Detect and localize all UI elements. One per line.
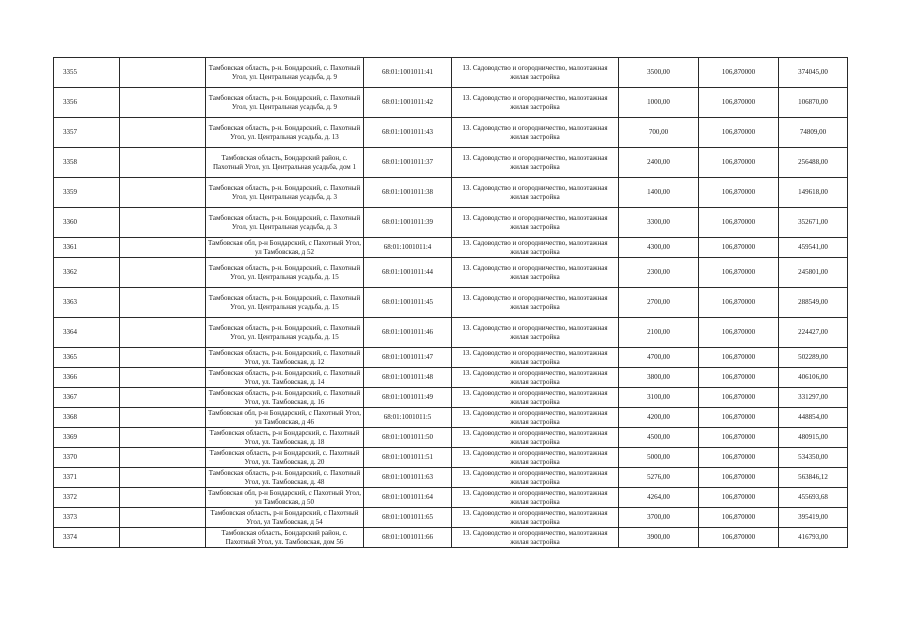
address-cell: Тамбовская область, р-н. Бондарский, с. Пахотный Угол, ул. Центральная усадьба, д. 3 bbox=[206, 208, 364, 238]
cadastral-number-cell: 68:01:1001011:42 bbox=[364, 88, 452, 118]
specific-value-cell: 106,870000 bbox=[699, 288, 779, 318]
cadastral-number-cell: 68:01:1001011:45 bbox=[364, 288, 452, 318]
cadastral-value-cell: 502289,00 bbox=[779, 348, 848, 368]
row-number-cell: 3358 bbox=[54, 148, 120, 178]
empty-cell bbox=[120, 148, 206, 178]
address-cell: Тамбовская область, р-н. Бондарский, с. Пахотный Угол, ул. Тамбовская, д. 16 bbox=[206, 388, 364, 408]
empty-cell bbox=[120, 258, 206, 288]
table-row bbox=[54, 288, 848, 318]
empty-cell bbox=[120, 528, 206, 548]
empty-cell bbox=[120, 318, 206, 348]
specific-value-cell: 106,870000 bbox=[699, 88, 779, 118]
row-number-cell: 3363 bbox=[54, 288, 120, 318]
address-cell: Тамбовская область, р-н. Бондарский, с. Пахотный Угол, ул. Центральная усадьба, д. 13 bbox=[206, 118, 364, 148]
address-cell: Тамбовская область, р-н. Бондарский, с. Пахотный Угол, ул. Центральная усадьба, д. 15 bbox=[206, 288, 364, 318]
specific-value-cell: 106,870000 bbox=[699, 388, 779, 408]
table-row bbox=[54, 368, 848, 388]
address-cell: Тамбовская область, Бондарский район, с. Пахотный Угол, ул. Центральная усадьба, дом 1 bbox=[206, 148, 364, 178]
address-cell: Тамбовская область, р-н Бондарский, с. Пахотный Угол, ул. Тамбовская, д. 20 bbox=[206, 448, 364, 468]
table-row bbox=[54, 88, 848, 118]
land-use-cell: 13. Садоводство и огородничество, малоэтажная жилая застройка bbox=[452, 468, 619, 488]
table-row bbox=[54, 148, 848, 178]
empty-cell bbox=[120, 118, 206, 148]
land-use-cell: 13. Садоводство и огородничество, малоэтажная жилая застройка bbox=[452, 118, 619, 148]
row-number-cell: 3373 bbox=[54, 508, 120, 528]
area-cell: 2300,00 bbox=[619, 258, 699, 288]
cadastral-value-cell: 106870,00 bbox=[779, 88, 848, 118]
land-use-cell: 13. Садоводство и огородничество, малоэтажная жилая застройка bbox=[452, 428, 619, 448]
cadastral-value-cell: 534350,00 bbox=[779, 448, 848, 468]
table-row bbox=[54, 388, 848, 408]
specific-value-cell: 106,870000 bbox=[699, 348, 779, 368]
empty-cell bbox=[120, 58, 206, 88]
cadastral-value-cell: 256488,00 bbox=[779, 148, 848, 178]
cadastral-value-cell: 331297,00 bbox=[779, 388, 848, 408]
cadastral-value-cell: 406106,00 bbox=[779, 368, 848, 388]
specific-value-cell: 106,870000 bbox=[699, 258, 779, 288]
cadastral-number-cell: 68:01:1001011:39 bbox=[364, 208, 452, 238]
land-use-cell: 13. Садоводство и огородничество, малоэтажная жилая застройка bbox=[452, 508, 619, 528]
cadastral-value-cell: 563846,12 bbox=[779, 468, 848, 488]
area-cell: 3500,00 bbox=[619, 58, 699, 88]
cadastral-value-cell: 416793,00 bbox=[779, 528, 848, 548]
row-number-cell: 3355 bbox=[54, 58, 120, 88]
table-row bbox=[54, 208, 848, 238]
cadastral-value-cell: 224427,00 bbox=[779, 318, 848, 348]
row-number-cell: 3367 bbox=[54, 388, 120, 408]
address-cell: Тамбовская обл, р-н Бондарский, с Пахотный Угол, ул Тамбовская, д 52 bbox=[206, 238, 364, 258]
address-cell: Тамбовская обл, р-н Бондарский, с Пахотный Угол, ул Тамбовская, д 50 bbox=[206, 488, 364, 508]
cadastral-value-table bbox=[53, 57, 848, 548]
area-cell: 4700,00 bbox=[619, 348, 699, 368]
specific-value-cell: 106,870000 bbox=[699, 508, 779, 528]
specific-value-cell: 106,870000 bbox=[699, 408, 779, 428]
row-number-cell: 3362 bbox=[54, 258, 120, 288]
land-use-cell: 13. Садоводство и огородничество, малоэтажная жилая застройка bbox=[452, 88, 619, 118]
cadastral-number-cell: 68:01:1001011:64 bbox=[364, 488, 452, 508]
cadastral-value-cell: 149618,00 bbox=[779, 178, 848, 208]
land-use-cell: 13. Садоводство и огородничество, малоэтажная жилая застройка bbox=[452, 528, 619, 548]
land-use-cell: 13. Садоводство и огородничество, малоэтажная жилая застройка bbox=[452, 58, 619, 88]
address-cell: Тамбовская область, р-н. Бондарский, с. Пахотный Угол, ул. Центральная усадьба, д. 9 bbox=[206, 88, 364, 118]
address-cell: Тамбовская область, р-н. Бондарский, с. Пахотный Угол, ул. Тамбовская, д. 14 bbox=[206, 368, 364, 388]
empty-cell bbox=[120, 288, 206, 318]
land-use-cell: 13. Садоводство и огородничество, малоэтажная жилая застройка bbox=[452, 448, 619, 468]
address-cell: Тамбовская область, р-н. Бондарский, с. Пахотный Угол, ул. Центральная усадьба, д. 15 bbox=[206, 318, 364, 348]
table-row bbox=[54, 488, 848, 508]
row-number-cell: 3369 bbox=[54, 428, 120, 448]
area-cell: 4264,00 bbox=[619, 488, 699, 508]
area-cell: 2700,00 bbox=[619, 288, 699, 318]
area-cell: 3900,00 bbox=[619, 528, 699, 548]
area-cell: 3300,00 bbox=[619, 208, 699, 238]
table-row bbox=[54, 508, 848, 528]
area-cell: 5276,00 bbox=[619, 468, 699, 488]
area-cell: 700,00 bbox=[619, 118, 699, 148]
table-row bbox=[54, 348, 848, 368]
cadastral-number-cell: 68:01:1001011:4 bbox=[364, 238, 452, 258]
land-use-cell: 13. Садоводство и огородничество, малоэтажная жилая застройка bbox=[452, 318, 619, 348]
specific-value-cell: 106,870000 bbox=[699, 528, 779, 548]
area-cell: 4500,00 bbox=[619, 428, 699, 448]
area-cell: 3100,00 bbox=[619, 388, 699, 408]
address-cell: Тамбовская обл, р-н Бондарский, с Пахотный Угол, ул Тамбовская, д 46 bbox=[206, 408, 364, 428]
row-number-cell: 3372 bbox=[54, 488, 120, 508]
cadastral-number-cell: 68:01:1001011:41 bbox=[364, 58, 452, 88]
table-row bbox=[54, 178, 848, 208]
area-cell: 2100,00 bbox=[619, 318, 699, 348]
address-cell: Тамбовская область, р-н Бондарский, с Пахотный Угол, ул Тамбовская, д 54 bbox=[206, 508, 364, 528]
empty-cell bbox=[120, 388, 206, 408]
land-use-cell: 13. Садоводство и огородничество, малоэтажная жилая застройка bbox=[452, 388, 619, 408]
empty-cell bbox=[120, 408, 206, 428]
table-row bbox=[54, 428, 848, 448]
land-use-cell: 13. Садоводство и огородничество, малоэтажная жилая застройка bbox=[452, 258, 619, 288]
row-number-cell: 3370 bbox=[54, 448, 120, 468]
empty-cell bbox=[120, 238, 206, 258]
cadastral-number-cell: 68:01:1001011:63 bbox=[364, 468, 452, 488]
table-row bbox=[54, 258, 848, 288]
cadastral-value-cell: 74809,00 bbox=[779, 118, 848, 148]
table-row bbox=[54, 528, 848, 548]
cadastral-number-cell: 68:01:1001011:5 bbox=[364, 408, 452, 428]
land-use-cell: 13. Садоводство и огородничество, малоэтажная жилая застройка bbox=[452, 368, 619, 388]
empty-cell bbox=[120, 368, 206, 388]
land-use-cell: 13. Садоводство и огородничество, малоэтажная жилая застройка bbox=[452, 488, 619, 508]
row-number-cell: 3365 bbox=[54, 348, 120, 368]
specific-value-cell: 106,870000 bbox=[699, 238, 779, 258]
area-cell: 1400,00 bbox=[619, 178, 699, 208]
specific-value-cell: 106,870000 bbox=[699, 148, 779, 178]
specific-value-cell: 106,870000 bbox=[699, 58, 779, 88]
land-use-cell: 13. Садоводство и огородничество, малоэтажная жилая застройка bbox=[452, 348, 619, 368]
specific-value-cell: 106,870000 bbox=[699, 208, 779, 238]
address-cell: Тамбовская область, р-н. Бондарский, с. Пахотный Угол, ул. Тамбовская, д. 48 bbox=[206, 468, 364, 488]
empty-cell bbox=[120, 488, 206, 508]
row-number-cell: 3360 bbox=[54, 208, 120, 238]
land-use-cell: 13. Садоводство и огородничество, малоэтажная жилая застройка bbox=[452, 178, 619, 208]
land-use-cell: 13. Садоводство и огородничество, малоэтажная жилая застройка bbox=[452, 408, 619, 428]
cadastral-number-cell: 68:01:1001011:66 bbox=[364, 528, 452, 548]
specific-value-cell: 106,870000 bbox=[699, 178, 779, 208]
empty-cell bbox=[120, 208, 206, 238]
specific-value-cell: 106,870000 bbox=[699, 488, 779, 508]
area-cell: 5000,00 bbox=[619, 448, 699, 468]
address-cell: Тамбовская область, р-н Бондарский, с. Пахотный Угол, ул. Тамбовская, д. 18 bbox=[206, 428, 364, 448]
cadastral-number-cell: 68:01:1001011:46 bbox=[364, 318, 452, 348]
area-cell: 4200,00 bbox=[619, 408, 699, 428]
cadastral-value-cell: 455693,68 bbox=[779, 488, 848, 508]
table-row bbox=[54, 238, 848, 258]
cadastral-value-cell: 374045,00 bbox=[779, 58, 848, 88]
empty-cell bbox=[120, 508, 206, 528]
empty-cell bbox=[120, 88, 206, 118]
row-number-cell: 3356 bbox=[54, 88, 120, 118]
address-cell: Тамбовская область, р-н. Бондарский, с. Пахотный Угол, ул. Центральная усадьба, д. 15 bbox=[206, 258, 364, 288]
table-row bbox=[54, 448, 848, 468]
cadastral-value-cell: 245801,00 bbox=[779, 258, 848, 288]
area-cell: 2400,00 bbox=[619, 148, 699, 178]
table-row bbox=[54, 58, 848, 88]
table-row bbox=[54, 118, 848, 148]
cadastral-value-cell: 448854,00 bbox=[779, 408, 848, 428]
empty-cell bbox=[120, 178, 206, 208]
specific-value-cell: 106,870000 bbox=[699, 118, 779, 148]
specific-value-cell: 106,870000 bbox=[699, 368, 779, 388]
area-cell: 3800,00 bbox=[619, 368, 699, 388]
empty-cell bbox=[120, 428, 206, 448]
table-row bbox=[54, 408, 848, 428]
empty-cell bbox=[120, 348, 206, 368]
cadastral-number-cell: 68:01:1001011:37 bbox=[364, 148, 452, 178]
address-cell: Тамбовская область, р-н. Бондарский, с. Пахотный Угол, ул. Центральная усадьба, д. 3 bbox=[206, 178, 364, 208]
cadastral-number-cell: 68:01:1001011:50 bbox=[364, 428, 452, 448]
table-row bbox=[54, 468, 848, 488]
cadastral-number-cell: 68:01:1001011:43 bbox=[364, 118, 452, 148]
area-cell: 1000,00 bbox=[619, 88, 699, 118]
cadastral-value-cell: 288549,00 bbox=[779, 288, 848, 318]
table-row bbox=[54, 318, 848, 348]
area-cell: 3700,00 bbox=[619, 508, 699, 528]
land-use-cell: 13. Садоводство и огородничество, малоэтажная жилая застройка bbox=[452, 148, 619, 178]
row-number-cell: 3366 bbox=[54, 368, 120, 388]
specific-value-cell: 106,870000 bbox=[699, 448, 779, 468]
specific-value-cell: 106,870000 bbox=[699, 468, 779, 488]
cadastral-value-cell: 352671,00 bbox=[779, 208, 848, 238]
cadastral-number-cell: 68:01:1001011:48 bbox=[364, 368, 452, 388]
specific-value-cell: 106,870000 bbox=[699, 428, 779, 448]
address-cell: Тамбовская область, Бондарский район, с. Пахотный Угол, ул. Тамбовская, дом 56 bbox=[206, 528, 364, 548]
row-number-cell: 3364 bbox=[54, 318, 120, 348]
row-number-cell: 3359 bbox=[54, 178, 120, 208]
cadastral-number-cell: 68:01:1001011:65 bbox=[364, 508, 452, 528]
address-cell: Тамбовская область, р-н. Бондарский, с. Пахотный Угол, ул. Центральная усадьба, д. 9 bbox=[206, 58, 364, 88]
specific-value-cell: 106,870000 bbox=[699, 318, 779, 348]
address-cell: Тамбовская область, р-н. Бондарский, с. Пахотный Угол, ул. Тамбовская, д. 12 bbox=[206, 348, 364, 368]
empty-cell bbox=[120, 448, 206, 468]
land-use-cell: 13. Садоводство и огородничество, малоэтажная жилая застройка bbox=[452, 288, 619, 318]
cadastral-number-cell: 68:01:1001011:49 bbox=[364, 388, 452, 408]
row-number-cell: 3371 bbox=[54, 468, 120, 488]
row-number-cell: 3357 bbox=[54, 118, 120, 148]
cadastral-value-cell: 459541,00 bbox=[779, 238, 848, 258]
cadastral-value-cell: 395419,00 bbox=[779, 508, 848, 528]
empty-cell bbox=[120, 468, 206, 488]
cadastral-number-cell: 68:01:1001011:44 bbox=[364, 258, 452, 288]
land-use-cell: 13. Садоводство и огородничество, малоэтажная жилая застройка bbox=[452, 208, 619, 238]
land-use-cell: 13. Садоводство и огородничество, малоэтажная жилая застройка bbox=[452, 238, 619, 258]
cadastral-value-cell: 480915,00 bbox=[779, 428, 848, 448]
cadastral-number-cell: 68:01:1001011:47 bbox=[364, 348, 452, 368]
row-number-cell: 3361 bbox=[54, 238, 120, 258]
cadastral-number-cell: 68:01:1001011:51 bbox=[364, 448, 452, 468]
row-number-cell: 3374 bbox=[54, 528, 120, 548]
row-number-cell: 3368 bbox=[54, 408, 120, 428]
area-cell: 4300,00 bbox=[619, 238, 699, 258]
cadastral-number-cell: 68:01:1001011:38 bbox=[364, 178, 452, 208]
